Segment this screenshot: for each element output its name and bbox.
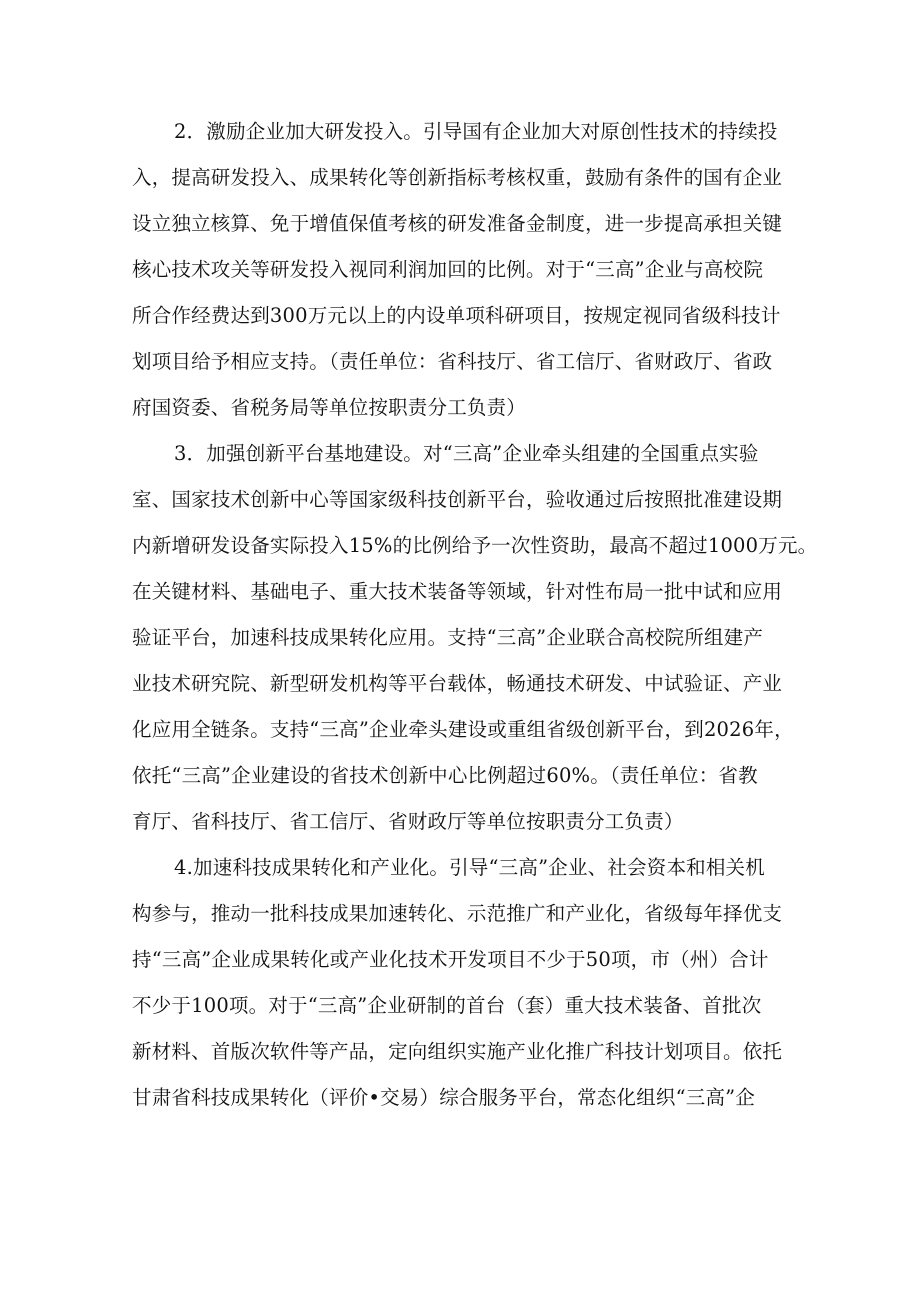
text-line: 新材料、首版次软件等产品，定向组织实施产业化推广科技计划项目。依托 xyxy=(132,1040,783,1063)
text-line: 室、国家技术创新中心等国家级科技创新平台，验收通过后按照批准建设期 xyxy=(132,488,783,511)
text-line: 依托“三高”企业建设的省技术创新中心比例超过60%。（责任单位：省教 xyxy=(132,764,758,787)
text-line: 入，提高研发投入、成果转化等创新指标考核权重，鼓励有条件的国有企业 xyxy=(132,166,783,189)
text-line: 所合作经费达到300万元以上的内设单项科研项目，按规定视同省级科技计 xyxy=(132,304,781,327)
text-line: 业技术研究院、新型研发机构等平台载体，畅通技术研发、中试验证、产业 xyxy=(132,672,783,695)
text-line: 核心技术攻关等研发投入视同利润加回的比例。对于“三高”企业与高校院 xyxy=(132,258,764,281)
text-line: 育厅、省科技厅、省工信厅、省财政厅等单位按职责分工负责） xyxy=(132,810,684,833)
text-line: 持“三高”企业成果转化或产业化技术开发项目不少于50项，市（州）合计 xyxy=(132,948,769,971)
text-line: 甘肃省科技成果转化（评价•交易）综合服务平台，常态化组织“三高”企 xyxy=(132,1086,756,1109)
text-line: 化应用全链条。支持“三高”企业牵头建设或重组省级创新平台，到2026年， xyxy=(132,718,794,741)
text-line: 3．加强创新平台基地建设。对“三高”企业牵头组建的全国重点实验 xyxy=(174,442,759,465)
text-line: 4.加速科技成果转化和产业化。引导“三高”企业、社会资本和相关机 xyxy=(174,856,765,879)
text-line: 府国资委、省税务局等单位按职责分工负责） xyxy=(132,396,527,419)
text-line: 内新增研发设备实际投入15%的比例给予一次性资助，最高不超过1000万元。 xyxy=(132,534,818,557)
text-line: 验证平台，加速科技成果转化应用。支持“三高”企业联合高校院所组建产 xyxy=(132,626,764,649)
text-line: 2．激励企业加大研发投入。引导国有企业加大对原创性技术的持续投 xyxy=(174,120,778,143)
text-line: 划项目给予相应支持。（责任单位：省科技厅、省工信厅、省财政厅、省政 xyxy=(132,350,773,373)
text-line: 设立独立核算、免于增值保值考核的研发准备金制度，进一步提高承担关键 xyxy=(132,212,783,235)
text-line: 在关键材料、基础电子、重大技术装备等领域，针对性布局一批中试和应用 xyxy=(132,580,783,603)
text-line: 不少于100项。对于“三高”企业研制的首台（套）重大技术装备、首批次 xyxy=(132,994,762,1017)
text-line: 构参与，推动一批科技成果加速转化、示范推广和产业化，省级每年择优支 xyxy=(132,902,783,925)
